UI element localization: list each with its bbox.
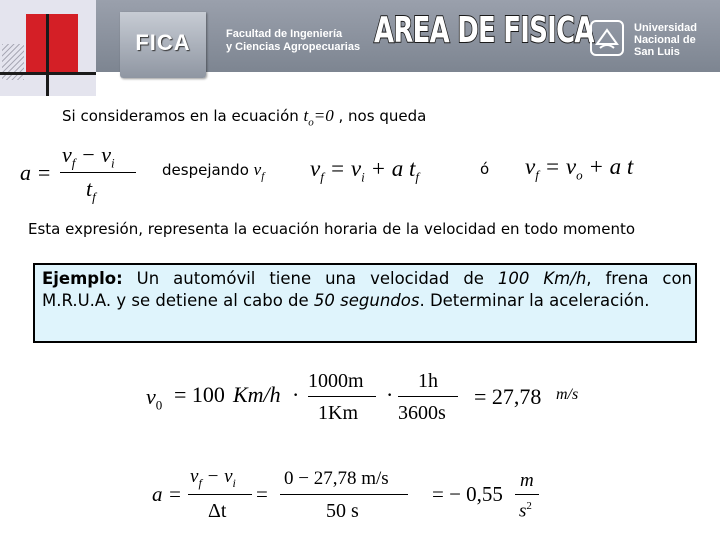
f2-eq: = v bbox=[323, 156, 362, 181]
calc2-frac1-den: Δt bbox=[208, 500, 227, 522]
intro-text-after: , nos queda bbox=[333, 107, 427, 125]
despejando-var-v: v bbox=[253, 160, 262, 179]
intro-sentence bbox=[62, 106, 426, 128]
faculty-name-line1: Facultad de Ingeniería bbox=[226, 28, 343, 40]
university-name-line1: Universidad bbox=[634, 22, 697, 34]
formula1-lhs: a = bbox=[20, 160, 52, 185]
f3-sub-f: f bbox=[535, 167, 539, 183]
university-name-line3: San Luis bbox=[634, 46, 680, 58]
formula3 bbox=[525, 154, 633, 184]
f3-sub-o: o bbox=[576, 167, 583, 183]
example-label: Ejemplo: bbox=[42, 269, 123, 288]
formula1-numerator bbox=[62, 142, 115, 171]
calc2-result: = − 0,55 bbox=[432, 482, 503, 506]
f1-den-sub: f bbox=[92, 189, 96, 205]
despejando-label bbox=[162, 160, 264, 182]
formula1-fraction-bar bbox=[60, 172, 136, 173]
example-time: 50 segundos bbox=[313, 291, 420, 310]
calc1-value: = 100 bbox=[174, 382, 225, 407]
f1-den-t: t bbox=[86, 176, 93, 201]
calc2-frac2-den: 50 s bbox=[326, 500, 359, 522]
calc2-f1-num-mid: − v bbox=[201, 466, 233, 487]
calc2-r-den-sup: 2 bbox=[526, 500, 532, 512]
calc1-result-unit: m/s bbox=[556, 386, 579, 403]
calc2-result-num: m bbox=[520, 470, 534, 491]
f3-rest: + a t bbox=[582, 154, 634, 179]
calc1-frac2-bar bbox=[398, 396, 458, 397]
intro-condition bbox=[303, 106, 334, 129]
calc1-frac1-num: 1000m bbox=[308, 370, 364, 392]
fica-logo-text: FICA bbox=[135, 30, 191, 55]
header-vertical-line bbox=[46, 14, 49, 96]
calc2-f1-num-v: v bbox=[190, 466, 199, 487]
header-horizontal-line bbox=[0, 72, 96, 75]
university-name-line2: Nacional de bbox=[634, 34, 696, 46]
university-emblem-icon bbox=[592, 22, 622, 54]
example-line2-a: M.R.U.A. y se detiene al cabo de bbox=[42, 291, 314, 310]
calc2-frac2-bar bbox=[280, 494, 408, 495]
f3-eq: = v bbox=[538, 154, 577, 179]
calc1-lhs bbox=[146, 384, 162, 413]
example-line2 bbox=[42, 290, 692, 312]
calc1-dot2: · bbox=[386, 382, 394, 407]
calc2-eq: = bbox=[256, 482, 268, 506]
calc1-frac1-bar bbox=[308, 396, 376, 397]
example-line1-b: , frena con bbox=[586, 269, 692, 288]
example-line1-a: Un automóvil tiene una velocidad de bbox=[122, 269, 498, 288]
f1-num-v: v bbox=[62, 142, 72, 167]
calc2-result-bar bbox=[515, 494, 539, 495]
calc2-lhs: a = bbox=[152, 482, 182, 506]
university-logo-icon bbox=[590, 20, 624, 56]
calc1-lhs-sub: 0 bbox=[155, 397, 163, 413]
despejando-text: despejando bbox=[162, 161, 254, 179]
intro-text-before: Si consideramos en la ecuación bbox=[62, 107, 304, 125]
calc2-r-den-s: s bbox=[519, 500, 527, 522]
calc2-result-den bbox=[519, 500, 532, 522]
calc2-f1-num-sub2: i bbox=[232, 475, 236, 490]
despejando-var-sub: f bbox=[261, 170, 265, 183]
or-text: ó bbox=[480, 160, 490, 178]
formula2 bbox=[310, 156, 419, 186]
f2-sub-f: f bbox=[320, 169, 324, 185]
calc1-result: = 27,78 bbox=[474, 384, 542, 409]
intro-condition-var: t bbox=[303, 106, 309, 125]
calc1-frac2-den: 3600s bbox=[398, 402, 446, 424]
calc2-frac1-num bbox=[190, 466, 236, 491]
f1-num-sub2: i bbox=[111, 155, 115, 171]
f1-num-mid: − v bbox=[75, 142, 112, 167]
f2-sub-i: i bbox=[361, 169, 365, 185]
calc1-frac1-den: 1Km bbox=[318, 402, 358, 424]
f1-num-sub1: f bbox=[71, 155, 76, 171]
statement-text: Esta expresión, representa la ecuación horaria de la velocidad en todo momento bbox=[28, 220, 636, 238]
f2-sub-f2: f bbox=[415, 169, 419, 185]
f3-v: v bbox=[525, 154, 536, 179]
calc2-f1-num-sub1: f bbox=[198, 475, 202, 490]
formula1-denominator bbox=[86, 176, 96, 205]
example-line2-b: . Determinar la aceleración. bbox=[419, 291, 650, 310]
calc1-lhs-v: v bbox=[146, 384, 156, 409]
calc1-dot1: · bbox=[292, 382, 300, 407]
example-line1 bbox=[42, 268, 692, 290]
f2-v: v bbox=[310, 156, 321, 181]
intro-condition-sub: o bbox=[308, 116, 314, 129]
calc2-frac2-num: 0 − 27,78 m/s bbox=[284, 468, 389, 489]
despejando-var bbox=[253, 160, 265, 183]
intro-condition-rest: =0 bbox=[313, 106, 334, 125]
f2-rest: + a t bbox=[364, 156, 416, 181]
calc1-frac2-num: 1h bbox=[418, 370, 438, 392]
header-red-square bbox=[26, 14, 78, 74]
calc1-unit: Km/h bbox=[233, 382, 281, 407]
calc2-frac1-bar bbox=[188, 494, 252, 495]
area-title: AREA DE FISICA bbox=[374, 10, 594, 51]
faculty-name-line2: y Ciencias Agropecuarias bbox=[226, 41, 361, 53]
example-speed: 100 Km/h bbox=[497, 269, 587, 288]
